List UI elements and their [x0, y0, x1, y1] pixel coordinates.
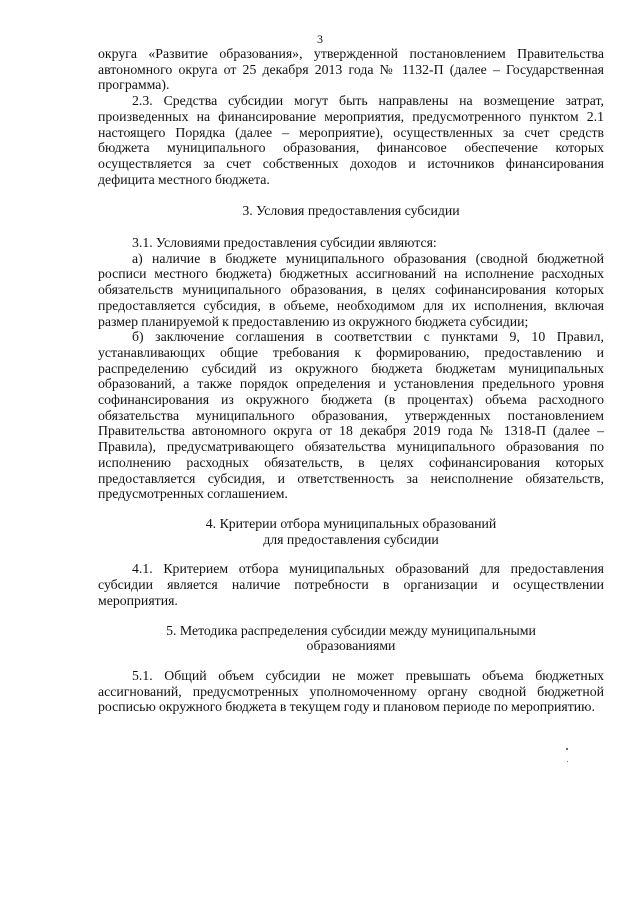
- paragraph-5-1: 5.1. Общий объем субсидии не может превышать объема бюджетных ассигнований, предусмотренных уполномоченному органу сводной бюджетной росписью окружного бюджета в текущем году и плановом периоде по мероприятию.: [98, 667, 604, 715]
- page-number: 3: [317, 32, 323, 46]
- section-5-title-line-1: 5. Методика распределения субсидии между муниципальными: [166, 622, 536, 638]
- document-body: [98, 46, 604, 715]
- paragraph-2-3: 2.3. Средства субсидии могут быть направлены на возмещение затрат, произведенных на финансирование мероприятия, предусмотренного пунктом 2.1 настоящего Порядка (далее – мероприятие), осуществленных за счет средств бюджета муниципального образования, финансовое обеспечение которых осуществляется за счет собственных доходов и источников финансирования дефицита местного бюджета.: [98, 93, 604, 187]
- scan-speck: [567, 761, 568, 762]
- section-4-title-line-2: для предоставления субсидии: [263, 531, 439, 547]
- scan-speck: [566, 748, 568, 750]
- continuation-paragraph: округа «Развитие образования», утвержденной постановлением Правительства автономного округа от 25 декабря 2013 года № 1132-П (далее – Государственная программа).: [98, 46, 604, 93]
- section-5-heading: [98, 623, 604, 654]
- section-5-title-line-2: образованиями: [306, 638, 396, 654]
- list-item-b: б) заключение соглашения в соответствии с пунктами 9, 10 Правил, устанавливающих общие требования к формированию, предоставлению и распределению субсидий из окружного бюджета бюджетам муниципальных образований, а также порядок определения и установления предельного уровня софинансирования из окружного бюджета (в процентах) объема расходного обязательства муниципального образования, утвержденных постановлением Правительства автономного округа от 18 декабря 2019 года № 1318-П (далее – Правила), предусматривающего обязательства муниципального образования по исполнению расходных обязательств, в целях софинансирования которых предоставляется субсидия, и ответственность за неисполнение обязательств, предусмотренных соглашением.: [98, 329, 604, 502]
- paragraph-3-1: 3.1. Условиями предоставления субсидии являются:: [132, 235, 437, 251]
- list-item-a: а) наличие в бюджете муниципального образования (сводной бюджетной росписи местного бюджета) бюджетных ассигнований на исполнение расходных обязательств муниципального образования, в целях софинансирования которых предоставляется субсидия, в объеме, необходимом для их исполнения, включая размер планируемой к предоставлению из окружного бюджета субсидии;: [98, 250, 604, 329]
- section-4-heading: [98, 516, 604, 547]
- section-3-title: 3. Условия предоставления субсидии: [242, 203, 460, 219]
- section-4-title-line-1: 4. Критерии отбора муниципальных образований: [205, 515, 497, 531]
- paragraph-4-1: 4.1. Критерием отбора муниципальных образований для предоставления субсидии является наличие потребности в организации и осуществлении мероприятия.: [98, 561, 604, 608]
